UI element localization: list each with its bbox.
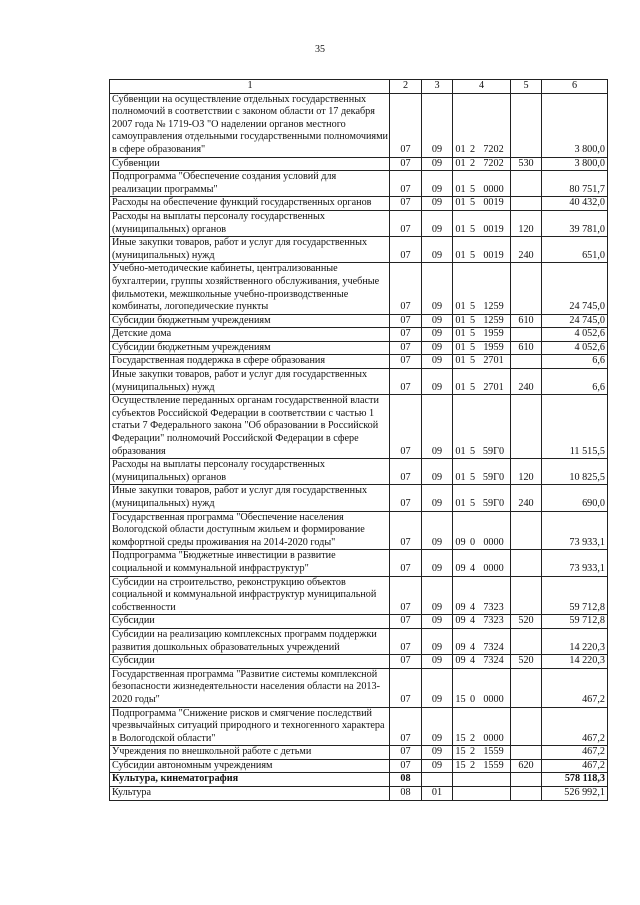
row-target-article-code [453,707,511,746]
direction-code: 0000 [483,693,504,705]
budget-table-body [110,80,608,801]
row-section-code: 09 [422,171,453,197]
table-row [110,93,608,157]
row-section-code: 09 [422,197,453,211]
row-name: Субсидии бюджетным учреждениям [110,341,390,355]
direction-code: 2701 [483,355,504,367]
row-expense-type-code [511,355,542,369]
subprogram-code: 5 [469,381,476,393]
program-code: 09 [455,562,466,574]
row-ministry-code: 08 [390,787,422,801]
table-row [110,746,608,760]
subprogram-code: 4 [469,655,476,667]
row-section-code: 09 [422,759,453,773]
row-ministry-code: 07 [390,210,422,236]
subprogram-code: 2 [469,746,476,758]
row-expense-type-code: 240 [511,369,542,395]
row-target-article-code [453,341,511,355]
row-name: Учебно-методические кабинеты, централизованные бухгалтерии, группы хозяйственного обслуживания, учебные фильмотеки, межшкольные учебно-производственные комбинаты, логопедические пункты [110,263,390,314]
row-amount: 578 118,3 [542,773,608,787]
row-amount: 4 052,6 [542,341,608,355]
table-row [110,628,608,654]
row-target-article-code [453,759,511,773]
row-expense-type-code [511,707,542,746]
table-row [110,615,608,629]
program-code: 09 [455,655,466,667]
row-ministry-code: 07 [390,511,422,550]
row-target-article-code [453,787,511,801]
header-col-5: 5 [511,80,542,94]
direction-code: 0019 [483,197,504,209]
program-code: 01 [455,381,466,393]
row-target-article-code [453,197,511,211]
row-target-article-code [453,655,511,669]
row-amount: 24 745,0 [542,314,608,328]
row-amount: 467,2 [542,668,608,707]
row-ministry-code: 07 [390,485,422,511]
row-ministry-code: 07 [390,355,422,369]
row-expense-type-code: 610 [511,341,542,355]
direction-code: 1559 [483,759,504,771]
row-section-code: 09 [422,459,453,485]
row-amount: 14 220,3 [542,655,608,669]
row-target-article-code [453,773,511,787]
row-expense-type-code: 240 [511,237,542,263]
direction-code: 1259 [483,314,504,326]
row-expense-type-code: 520 [511,615,542,629]
program-code: 15 [455,759,466,771]
header-col-2: 2 [390,80,422,94]
program-code: 01 [455,157,466,169]
row-name: Субсидии бюджетным учреждениям [110,314,390,328]
row-ministry-code: 07 [390,459,422,485]
row-name: Осуществление переданных органам государственной власти субъектов Российской Федерации в соответствии с частью 1 статьи 7 Федерального закона "Об образовании в Российской Федерации" полномочий Российской Федерации в сфере образования [110,395,390,459]
program-code: 01 [455,143,466,155]
subprogram-code: 4 [469,562,476,574]
row-section-code: 09 [422,655,453,669]
row-section-code: 09 [422,369,453,395]
table-row [110,395,608,459]
row-amount: 59 712,8 [542,576,608,615]
table-row [110,759,608,773]
program-code: 09 [455,615,466,627]
row-expense-type-code: 620 [511,759,542,773]
direction-code: 59Г0 [482,471,505,483]
row-name: Субсидии на строительство, реконструкцию объектов социальной и коммунальной инфраструктур муниципальной собственности [110,576,390,615]
row-amount: 39 781,0 [542,210,608,236]
subprogram-code: 5 [469,328,476,340]
subprogram-code: 0 [469,536,476,548]
program-code: 15 [455,732,466,744]
subprogram-code: 2 [469,157,476,169]
row-name: Субвенции на осуществление отдельных государственных полномочий в соответствии с законом области от 17 декабря 2007 года № 1719-ОЗ "О наделении органов местного самоуправления отдельными государственными полномочиями в сфере образования" [110,93,390,157]
row-section-code: 01 [422,787,453,801]
row-expense-type-code: 240 [511,485,542,511]
row-section-code: 09 [422,576,453,615]
subprogram-code: 5 [469,223,476,235]
direction-code: 0000 [483,562,504,574]
row-target-article-code [453,210,511,236]
row-ministry-code: 07 [390,395,422,459]
direction-code: 59Г0 [482,498,505,509]
row-section-code: 09 [422,237,453,263]
table-row [110,787,608,801]
row-ministry-code: 07 [390,615,422,629]
direction-code: 1959 [483,341,504,353]
subprogram-code: 5 [469,471,476,483]
row-amount: 526 992,1 [542,787,608,801]
row-name: Иные закупки товаров, работ и услуг для государственных (муниципальных) нужд [110,485,390,511]
subprogram-code: 4 [469,615,476,627]
row-amount: 24 745,0 [542,263,608,314]
row-amount: 651,0 [542,237,608,263]
row-ministry-code: 08 [390,773,422,787]
table-row [110,328,608,342]
table-row [110,355,608,369]
row-target-article-code [453,628,511,654]
row-expense-type-code [511,550,542,576]
row-expense-type-code: 120 [511,210,542,236]
row-ministry-code: 07 [390,171,422,197]
subprogram-code: 4 [469,601,476,613]
table-row [110,341,608,355]
table-row [110,485,608,511]
row-name: Подпрограмма "Обеспечение создания условий для реализации программы" [110,171,390,197]
row-name: Расходы на выплаты персоналу государственных (муниципальных) органов [110,210,390,236]
row-expense-type-code [511,511,542,550]
table-row [110,197,608,211]
row-target-article-code [453,328,511,342]
row-section-code: 09 [422,615,453,629]
row-name: Детские дома [110,328,390,342]
row-name: Расходы на обеспечение функций государственных органов [110,197,390,211]
row-name: Подпрограмма "Снижение рисков и смягчение последствий чрезвычайных ситуаций природного и техногенного характера в Вологодской области" [110,707,390,746]
row-amount: 10 825,5 [542,459,608,485]
direction-code: 0019 [483,223,504,235]
row-name: Иные закупки товаров, работ и услуг для государственных (муниципальных) нужд [110,237,390,263]
row-target-article-code [453,576,511,615]
program-code: 01 [455,498,466,509]
subprogram-code: 2 [469,143,476,155]
row-section-code: 09 [422,328,453,342]
row-section-code [422,773,453,787]
row-section-code: 09 [422,511,453,550]
row-ministry-code: 07 [390,628,422,654]
program-code: 01 [455,471,466,483]
row-ministry-code: 07 [390,668,422,707]
row-target-article-code [453,93,511,157]
table-row [110,157,608,171]
direction-code: 7202 [483,143,504,155]
row-amount: 467,2 [542,707,608,746]
table-row [110,707,608,746]
row-expense-type-code [511,328,542,342]
subprogram-code: 5 [469,498,476,509]
row-name: Субсидии автономным учреждениям [110,759,390,773]
program-code: 15 [455,693,466,705]
row-expense-type-code [511,746,542,760]
row-name: Государственная программа "Развитие системы комплексной безопасности жизнедеятельности населения области на 2013-2020 годы" [110,668,390,707]
table-row [110,550,608,576]
direction-code: 0019 [483,249,504,261]
row-expense-type-code [511,668,542,707]
row-target-article-code [453,171,511,197]
row-ministry-code: 07 [390,746,422,760]
program-code: 01 [455,341,466,353]
row-amount: 11 515,5 [542,395,608,459]
direction-code: 0000 [483,183,504,195]
subprogram-code: 5 [469,249,476,261]
row-amount: 40 432,0 [542,197,608,211]
program-code: 15 [455,746,466,758]
header-col-6: 6 [542,80,608,94]
row-name: Культура, кинематография [110,773,390,787]
table-row [110,668,608,707]
row-target-article-code [453,369,511,395]
row-section-code: 09 [422,668,453,707]
direction-code: 7202 [483,157,504,169]
row-amount: 3 800,0 [542,157,608,171]
table-row [110,576,608,615]
row-amount: 467,2 [542,746,608,760]
row-amount: 59 712,8 [542,615,608,629]
row-expense-type-code: 610 [511,314,542,328]
direction-code: 0000 [483,732,504,744]
direction-code: 1559 [483,746,504,758]
program-code: 01 [455,301,466,313]
header-col-3: 3 [422,80,453,94]
row-expense-type-code [511,93,542,157]
program-code: 09 [455,601,466,613]
header-col-4: 4 [453,80,511,94]
table-row [110,773,608,787]
table-row [110,263,608,314]
row-amount: 73 933,1 [542,550,608,576]
subprogram-code: 5 [469,355,476,367]
row-ministry-code: 07 [390,576,422,615]
program-code: 09 [455,536,466,548]
row-expense-type-code [511,197,542,211]
direction-code: 59Г0 [482,445,505,457]
program-code: 01 [455,223,466,235]
row-ministry-code: 07 [390,341,422,355]
row-amount: 80 751,7 [542,171,608,197]
program-code: 01 [455,328,466,340]
row-name: Субвенции [110,157,390,171]
row-expense-type-code: 530 [511,157,542,171]
row-section-code: 09 [422,210,453,236]
row-target-article-code [453,550,511,576]
program-code: 01 [455,314,466,326]
table-row [110,210,608,236]
header-col-1: 1 [110,80,390,94]
row-section-code: 09 [422,707,453,746]
row-ministry-code: 07 [390,550,422,576]
direction-code: 7324 [483,655,504,667]
program-code: 01 [455,355,466,367]
row-name: Государственная программа "Обеспечение населения Вологодской области доступным жильем и формирование комфортной среды проживания на 2014-2020 годы" [110,511,390,550]
row-ministry-code: 07 [390,314,422,328]
row-expense-type-code [511,628,542,654]
row-ministry-code: 07 [390,157,422,171]
row-target-article-code [453,668,511,707]
direction-code: 1959 [483,328,504,340]
row-target-article-code [453,314,511,328]
row-name: Иные закупки товаров, работ и услуг для государственных (муниципальных) нужд [110,369,390,395]
row-amount: 4 052,6 [542,328,608,342]
row-ministry-code: 07 [390,197,422,211]
row-amount: 690,0 [542,485,608,511]
row-name: Субсидии на реализацию комплексных программ поддержки развития дошкольных образовательных учреждений [110,628,390,654]
subprogram-code: 2 [469,732,476,744]
row-target-article-code [453,355,511,369]
row-target-article-code [453,615,511,629]
row-name: Субсидии [110,655,390,669]
row-expense-type-code: 120 [511,459,542,485]
row-section-code: 09 [422,628,453,654]
subprogram-code: 4 [469,641,476,653]
row-name: Учреждения по внешкольной работе с детьми [110,746,390,760]
row-target-article-code [453,485,511,511]
subprogram-code: 5 [469,341,476,353]
table-row [110,314,608,328]
row-ministry-code: 07 [390,369,422,395]
row-section-code: 09 [422,314,453,328]
subprogram-code: 0 [469,693,476,705]
program-code: 09 [455,641,466,653]
row-ministry-code: 07 [390,707,422,746]
table-row [110,369,608,395]
row-name: Субсидии [110,615,390,629]
row-expense-type-code [511,576,542,615]
row-expense-type-code [511,171,542,197]
subprogram-code: 5 [469,197,476,209]
subprogram-code: 5 [469,314,476,326]
table-row [110,655,608,669]
direction-code: 7324 [483,641,504,653]
row-target-article-code [453,157,511,171]
row-section-code: 09 [422,485,453,511]
table-row [110,171,608,197]
row-expense-type-code: 520 [511,655,542,669]
row-section-code: 09 [422,157,453,171]
row-ministry-code: 07 [390,237,422,263]
row-amount: 3 800,0 [542,93,608,157]
row-target-article-code [453,237,511,263]
row-expense-type-code [511,263,542,314]
row-amount: 73 933,1 [542,511,608,550]
budget-table [109,79,608,801]
row-name: Подпрограмма "Бюджетные инвестиции в развитие социальной и коммунальной инфраструктур" [110,550,390,576]
table-row [110,237,608,263]
row-section-code: 09 [422,93,453,157]
row-section-code: 09 [422,395,453,459]
table-row [110,459,608,485]
row-target-article-code [453,511,511,550]
direction-code: 1259 [483,301,504,313]
direction-code: 0000 [483,536,504,548]
direction-code: 7323 [483,615,504,627]
row-section-code: 09 [422,355,453,369]
row-amount: 6,6 [542,369,608,395]
row-name: Государственная поддержка в сфере образования [110,355,390,369]
direction-code: 2701 [483,381,504,393]
subprogram-code: 5 [469,183,476,195]
row-target-article-code [453,746,511,760]
row-ministry-code: 07 [390,328,422,342]
row-expense-type-code [511,773,542,787]
row-target-article-code [453,395,511,459]
row-name: Расходы на выплаты персоналу государственных (муниципальных) органов [110,459,390,485]
page-number: 35 [315,44,325,55]
row-ministry-code: 07 [390,759,422,773]
row-ministry-code: 07 [390,655,422,669]
row-amount: 6,6 [542,355,608,369]
header-row [110,80,608,94]
row-section-code: 09 [422,746,453,760]
row-amount: 467,2 [542,759,608,773]
direction-code: 7323 [483,601,504,613]
row-target-article-code [453,459,511,485]
program-code: 01 [455,183,466,195]
program-code: 01 [455,197,466,209]
program-code: 01 [455,445,466,457]
table-row [110,511,608,550]
row-section-code: 09 [422,341,453,355]
row-section-code: 09 [422,550,453,576]
subprogram-code: 5 [469,445,476,457]
subprogram-code: 5 [469,301,476,313]
row-name: Культура [110,787,390,801]
row-amount: 14 220,3 [542,628,608,654]
row-expense-type-code [511,787,542,801]
row-ministry-code: 07 [390,263,422,314]
row-ministry-code: 07 [390,93,422,157]
row-expense-type-code [511,395,542,459]
row-section-code: 09 [422,263,453,314]
program-code: 01 [455,249,466,261]
row-target-article-code [453,263,511,314]
subprogram-code: 2 [469,759,476,771]
